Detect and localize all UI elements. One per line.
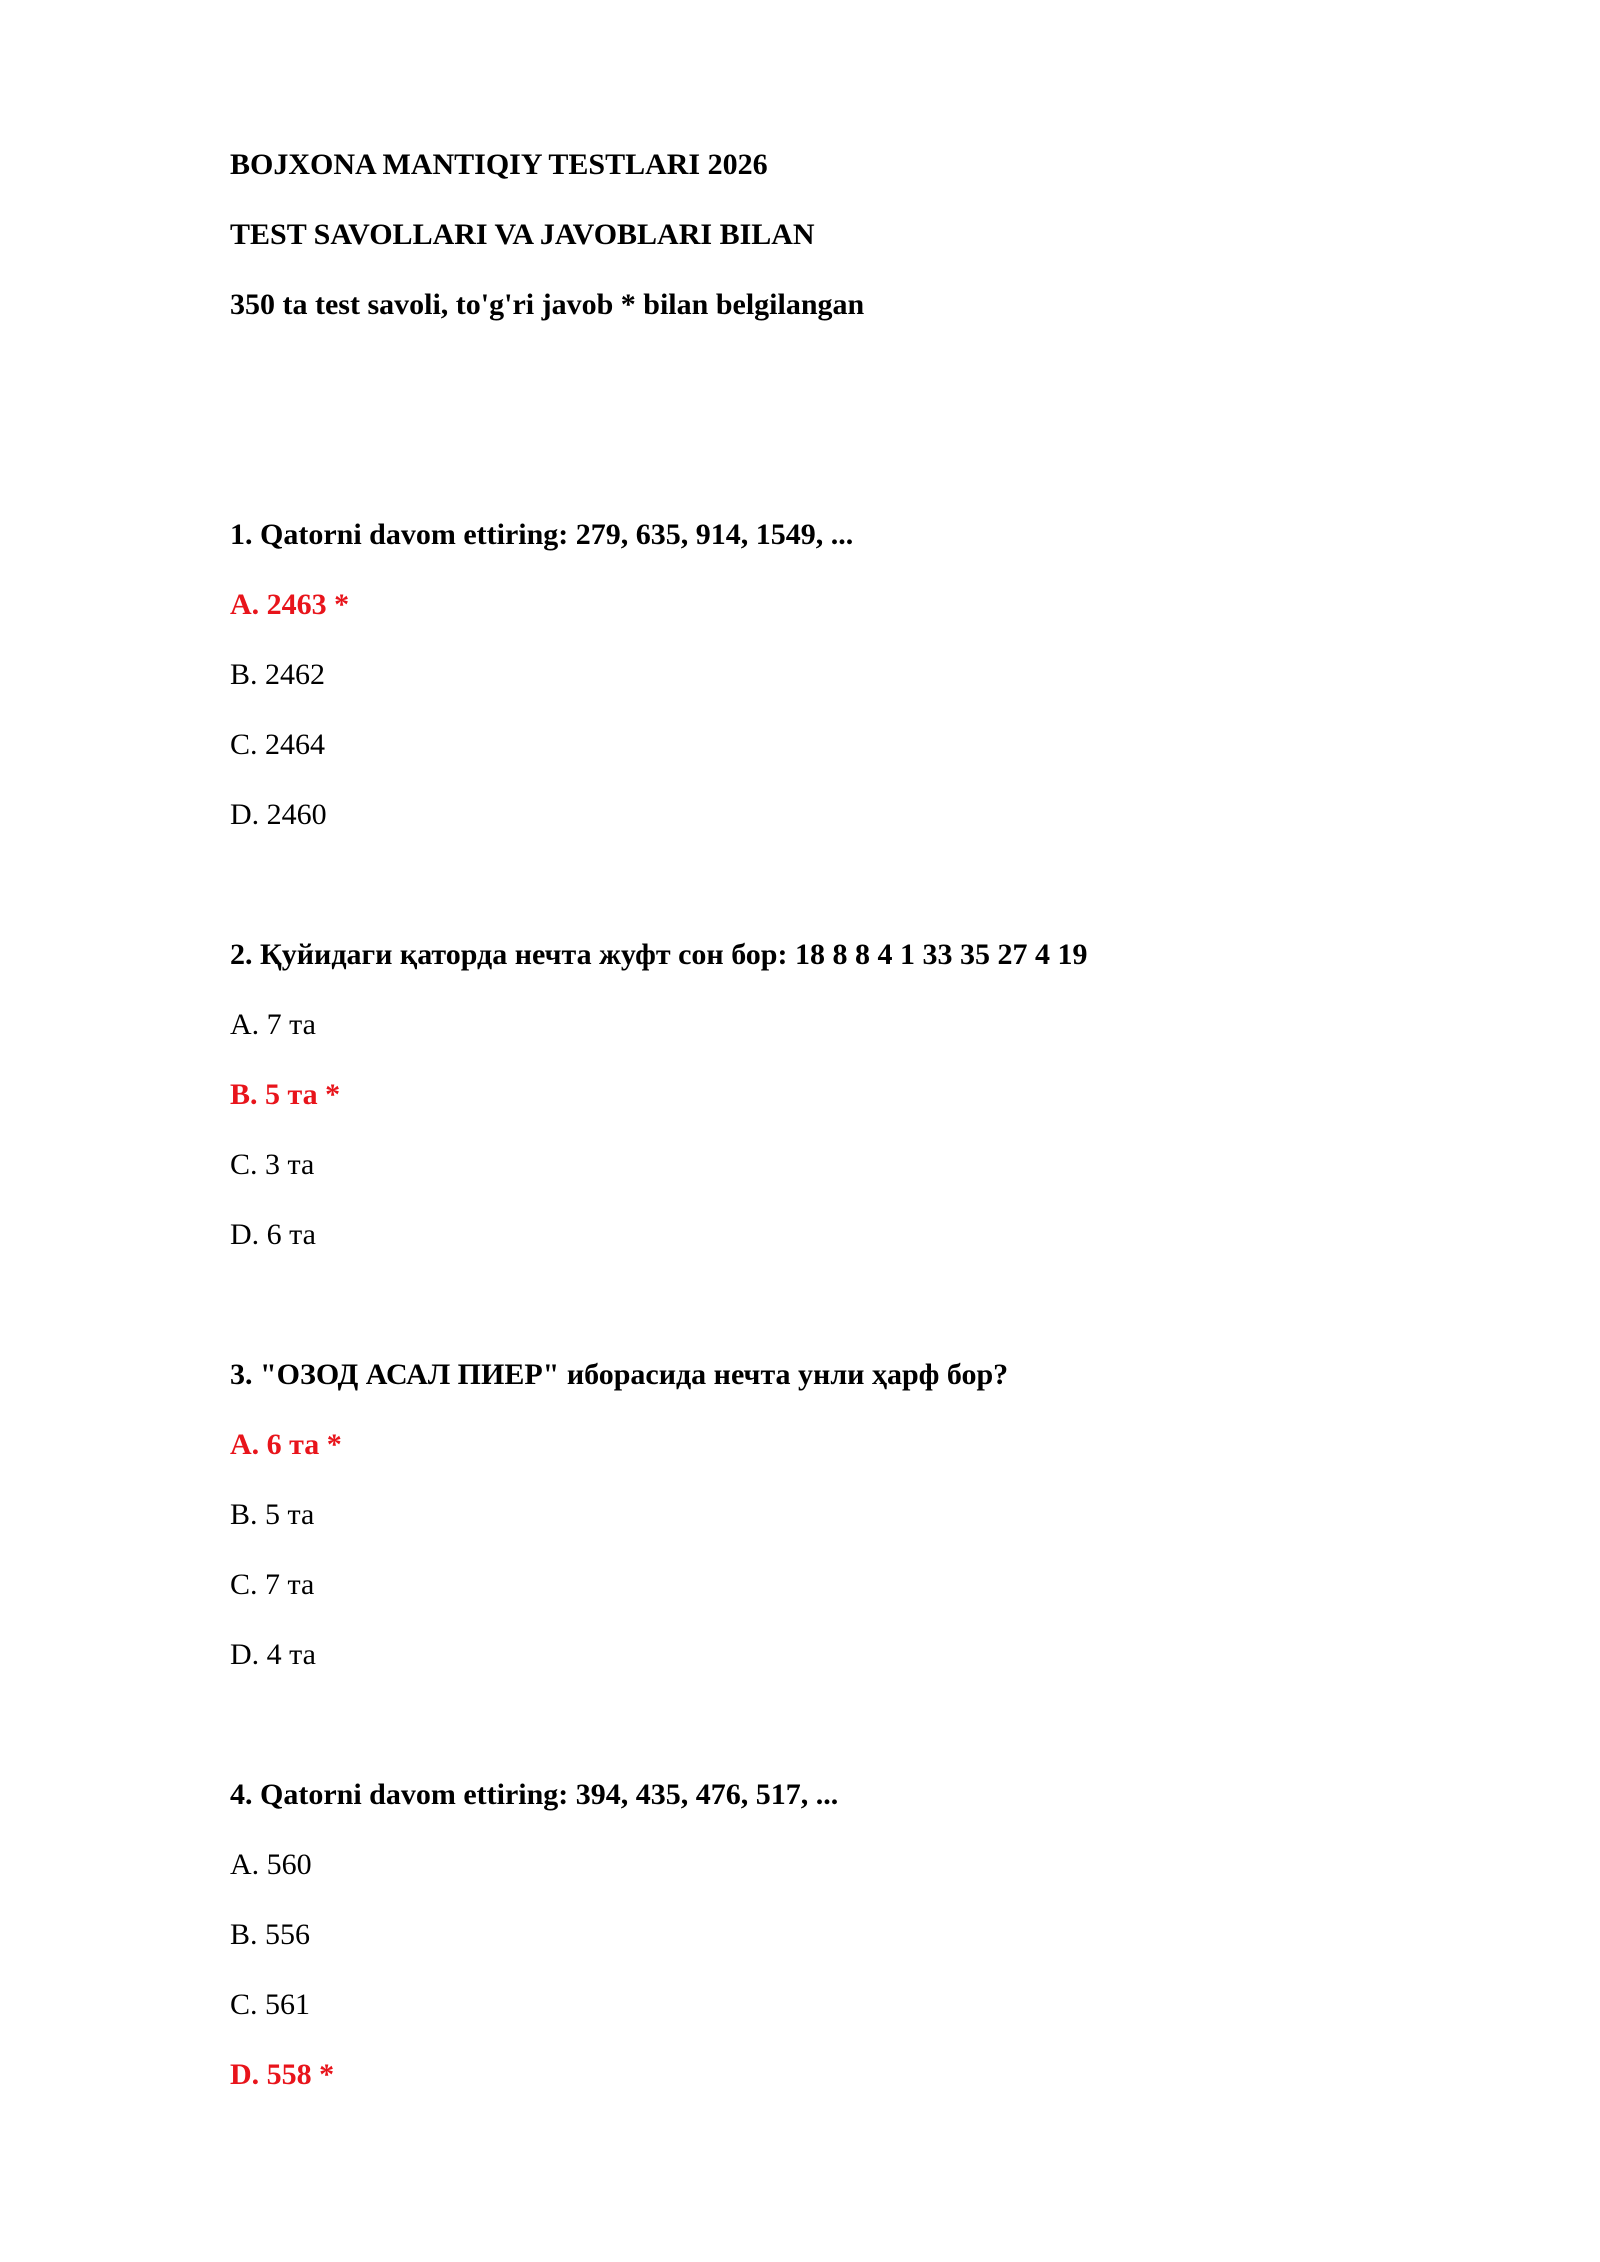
question-text: 3. "ОЗОД АСАЛ ПИЕР" иборасида нечта унли ҳарф бор? xyxy=(230,1358,1009,1391)
question-divider xyxy=(230,865,1430,935)
header-spacer xyxy=(230,355,1430,515)
answer-option-b: B. 2462 xyxy=(230,658,326,691)
answer-option-d: D. 4 та xyxy=(230,1638,316,1671)
answer-option-b: B. 556 xyxy=(230,1918,311,1951)
answer-option-d: D. 558 * xyxy=(230,2058,335,2091)
answer-option-c: C. 7 та xyxy=(230,1568,315,1601)
question-2 xyxy=(230,935,1430,1255)
question-divider xyxy=(230,1705,1430,1775)
question-text: 2. Қуйидаги қаторда нечта жуфт сон бор: 18 8 8 4 1 33 35 27 4 19 xyxy=(230,938,1088,971)
document-title: BOJXONA MANTIQIY TESTLARI 2026 xyxy=(230,148,768,181)
question-text: 1. Qatorni davom ettiring: 279, 635, 914, 1549, ... xyxy=(230,518,854,551)
question-1 xyxy=(230,515,1430,835)
question-text: 4. Qatorni davom ettiring: 394, 435, 476, 517, ... xyxy=(230,1778,839,1811)
answer-option-b: B. 5 та xyxy=(230,1498,315,1531)
answer-option-c: C. 561 xyxy=(230,1988,311,2021)
document-description: 350 ta test savoli, to'g'ri javob * bilan belgilangan xyxy=(230,288,865,321)
question-4 xyxy=(230,1775,1430,2095)
question-3 xyxy=(230,1355,1430,1675)
answer-option-a: A. 560 xyxy=(230,1848,312,1881)
answer-option-a: A. 2463 * xyxy=(230,588,350,621)
page-content xyxy=(230,145,1430,2125)
question-divider xyxy=(230,1285,1430,1355)
answer-option-c: C. 2464 xyxy=(230,728,326,761)
answer-option-b: B. 5 та * xyxy=(230,1078,341,1111)
answer-option-a: A. 6 та * xyxy=(230,1428,342,1461)
answer-option-c: C. 3 та xyxy=(230,1148,315,1181)
document-subtitle: TEST SAVOLLARI VA JAVOBLARI BILAN xyxy=(230,218,815,251)
answer-option-a: A. 7 та xyxy=(230,1008,316,1041)
answer-option-d: D. 2460 xyxy=(230,798,327,831)
answer-option-d: D. 6 та xyxy=(230,1218,316,1251)
